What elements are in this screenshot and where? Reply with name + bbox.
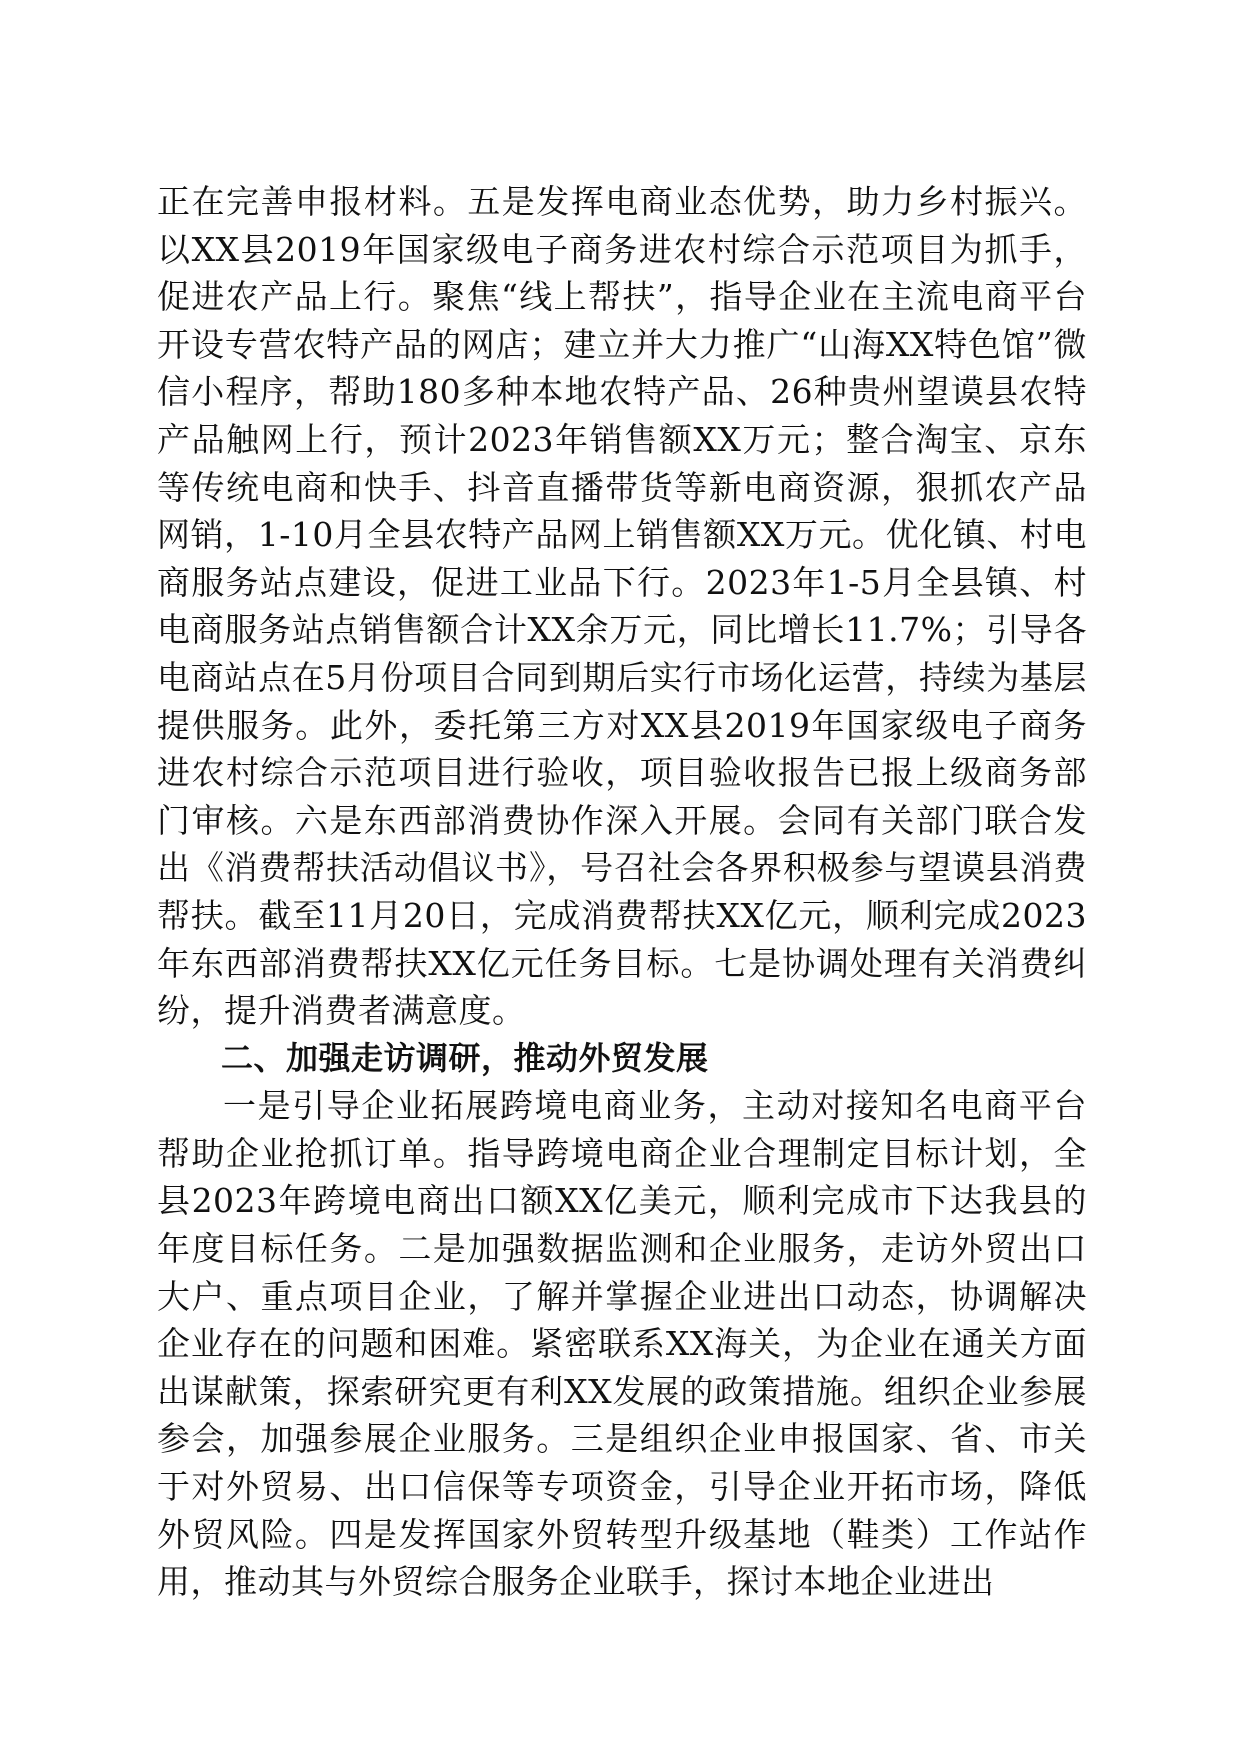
body-paragraph: 一是引导企业拓展跨境电商业务，主动对接知名电商平台帮助企业抢抓订单。指导跨境电商企业合理制定目标计划，全县2023年跨境电商出口额XX亿美元，顺利完成市下达我县的年度目标任务。二是加强数据监测和企业服务，走访外贸出口大户、重点项目企业，了解并掌握企业进出口动态，协调解决企业存在的问题和困难。紧密联系XX海关，为企业在通关方面出谋献策，探索研究更有利XX发展的政策措施。组织企业参展参会，加强参展企业服务。三是组织企业申报国家、省、市关于对外贸易、出口信保等专项资金，引导企业开拓市场，降低外贸风险。四是发挥国家外贸转型升级基地（鞋类）工作站作用，推动其与外贸综合服务企业联手，探讨本地企业进出 xyxy=(157,1086,1087,1602)
section-heading: 二、加强走访调研，推动外贸发展 xyxy=(221,1038,709,1077)
body-paragraph: 正在完善申报材料。五是发挥电商业态优势，助力乡村振兴。以XX县2019年国家级电子商务进农村综合示范项目为抓手，促进农产品上行。聚焦“线上帮扶”，指导企业在主流电商平台开设专营农特产品的网店；建立并大力推广“山海XX特色馆”微信小程序，帮助180多种本地农特产品、26种贵州望谟县农特产品触网上行，预计2023年销售额XX万元；整合淘宝、京东等传统电商和快手、抖音直播带货等新电商资源，狠抓农产品网销，1-10月全县农特产品网上销售额XX万元。优化镇、村电商服务站点建设，促进工业品下行。2023年1-5月全县镇、村电商服务站点销售额合计XX余万元，同比增长11.7%；引导各电商站点在5月份项目合同到期后实行市场化运营，持续为基层提供服务。此外，委托第三方对XX县2019年国家级电子商务进农村综合示范项目进行验收，项目验收报告已报上级商务部门审核。六是东西部消费协作深入开展。会同有关部门联合发出《消费帮扶活动倡议书》，号召社会各界积极参与望谟县消费帮扶。截至11月20日，完成消费帮扶XX亿元，顺利完成2023年东西部消费帮扶XX亿元任务目标。七是协调处理有关消费纠纷，提升消费者满意度。 xyxy=(157,182,1087,1031)
document-body xyxy=(157,178,1087,1606)
